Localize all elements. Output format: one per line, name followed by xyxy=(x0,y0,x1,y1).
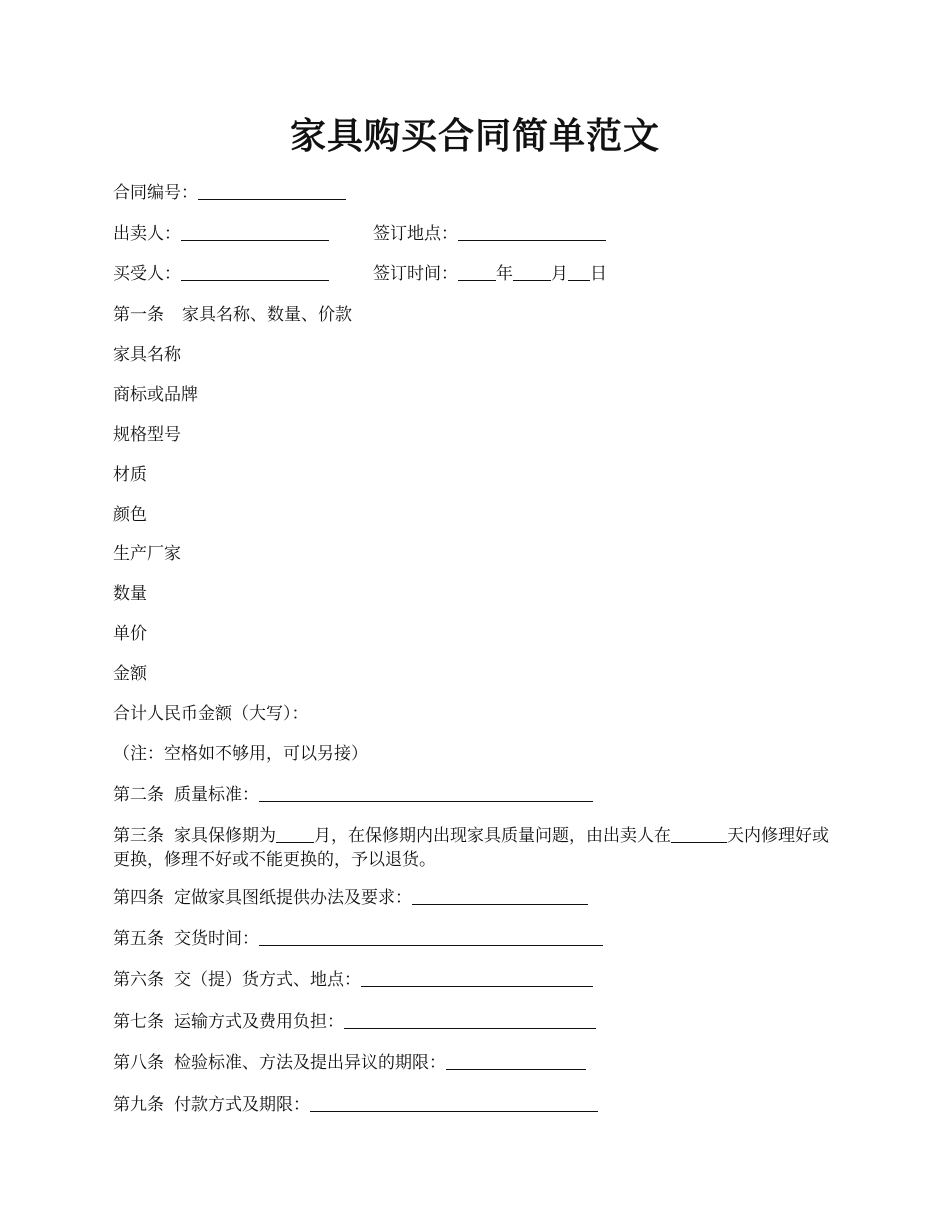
article-5-blank[interactable] xyxy=(259,927,603,946)
article-7-line xyxy=(113,1010,596,1034)
article-6-text: 交（提）货方式、地点： xyxy=(174,970,361,990)
article-7-blank[interactable] xyxy=(344,1010,596,1029)
seller-blank[interactable] xyxy=(181,222,329,241)
article-9-line xyxy=(113,1093,598,1117)
sign-day-blank[interactable] xyxy=(568,262,590,281)
year-label: 年 xyxy=(496,264,513,284)
contract-number-label: 合同编号： xyxy=(113,183,198,203)
article-6-line xyxy=(113,968,593,992)
article-1-title: 家具名称、数量、价款 xyxy=(182,305,352,325)
article-6-blank[interactable] xyxy=(361,968,593,987)
total-amount-line: 合计人民币金额（大写）： xyxy=(113,704,309,724)
article-4-blank[interactable] xyxy=(412,886,588,905)
sign-month-blank[interactable] xyxy=(513,262,551,281)
item-unit-price: 单价 xyxy=(113,624,147,644)
article-3-label: 第三条 xyxy=(113,826,164,846)
article-7-label: 第七条 xyxy=(113,1012,164,1032)
article-9-text: 付款方式及期限： xyxy=(174,1095,310,1115)
item-spec-model: 规格型号 xyxy=(113,425,181,445)
sign-place-blank[interactable] xyxy=(458,222,606,241)
article-9-label: 第九条 xyxy=(113,1095,164,1115)
item-brand: 商标或品牌 xyxy=(113,385,198,405)
item-amount: 金额 xyxy=(113,664,147,684)
article-4-label: 第四条 xyxy=(113,888,164,908)
item-manufacturer: 生产厂家 xyxy=(113,544,181,564)
item-quantity: 数量 xyxy=(113,584,147,604)
article-3-paragraph xyxy=(113,824,843,872)
sign-place-line xyxy=(373,222,606,246)
sign-year-blank[interactable] xyxy=(458,262,496,281)
article-4-line xyxy=(113,886,588,910)
article-5-text: 交货时间： xyxy=(174,929,259,949)
seller-line xyxy=(113,222,329,246)
sign-place-label: 签订地点： xyxy=(373,224,458,244)
item-material: 材质 xyxy=(113,465,147,485)
article-8-blank[interactable] xyxy=(446,1051,586,1070)
buyer-label: 买受人： xyxy=(113,264,181,284)
article-2-line xyxy=(113,783,593,807)
article-1-heading xyxy=(113,303,352,327)
article-2-text: 质量标准： xyxy=(174,785,259,805)
article-9-blank[interactable] xyxy=(310,1093,598,1112)
contract-number-blank[interactable] xyxy=(198,181,346,200)
document-title: 家具购买合同简单范文 xyxy=(289,115,660,157)
article-8-label: 第八条 xyxy=(113,1053,164,1073)
article-5-line xyxy=(113,927,603,951)
item-color: 颜色 xyxy=(113,505,147,525)
note-line: （注：空格如不够用，可以另接） xyxy=(113,744,368,764)
article-1-label: 第一条 xyxy=(113,305,164,325)
warranty-months-blank[interactable] xyxy=(276,824,314,843)
seller-label: 出卖人： xyxy=(113,224,181,244)
day-label: 日 xyxy=(590,264,607,284)
sign-time-line xyxy=(373,262,607,286)
repair-days-blank[interactable] xyxy=(671,824,727,843)
month-label: 月 xyxy=(551,264,568,284)
article-6-label: 第六条 xyxy=(113,970,164,990)
article-2-label: 第二条 xyxy=(113,785,164,805)
article-8-line xyxy=(113,1051,586,1075)
article-8-text: 检验标准、方法及提出异议的期限： xyxy=(174,1053,446,1073)
article-3-text-c: 天内修理好或更换，修理不好或不能更换的，予以退货。 xyxy=(113,826,829,870)
buyer-line xyxy=(113,262,329,286)
item-furniture-name: 家具名称 xyxy=(113,345,181,365)
article-4-text: 定做家具图纸提供办法及要求： xyxy=(174,888,412,908)
article-5-label: 第五条 xyxy=(113,929,164,949)
sign-time-label: 签订时间： xyxy=(373,264,458,284)
buyer-blank[interactable] xyxy=(181,262,329,281)
article-7-text: 运输方式及费用负担： xyxy=(174,1012,344,1032)
article-3-text-b: 月，在保修期内出现家具质量问题，由出卖人在 xyxy=(314,826,671,846)
contract-number-line xyxy=(113,181,346,205)
article-2-blank[interactable] xyxy=(259,783,593,802)
article-3-text-a: 家具保修期为 xyxy=(174,826,276,846)
